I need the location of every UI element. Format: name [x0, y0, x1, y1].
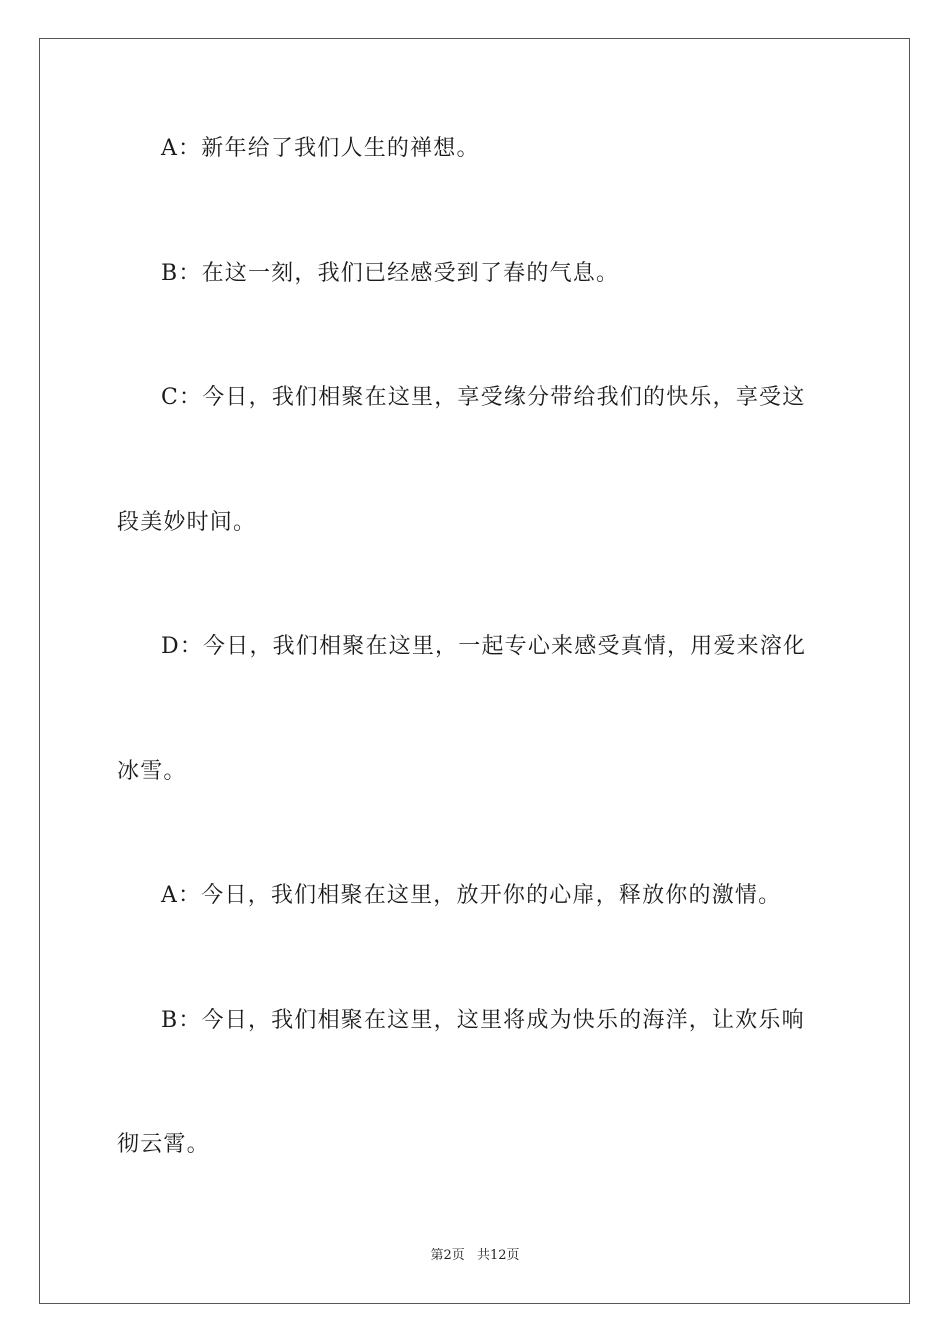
paragraph-line: B：在这一刻，我们已经感受到了春的气息。 [161, 261, 620, 286]
paragraph-line: B：今日，我们相聚在这里，这里将成为快乐的海洋，让欢乐响 [161, 1008, 805, 1033]
paragraph-line: A：新年给了我们人生的禅想。 [161, 136, 480, 161]
page-number: 第2页 [430, 1248, 465, 1263]
paragraph-line: 彻云霄。 [117, 1132, 210, 1157]
page-footer [0, 1247, 950, 1265]
page-border [39, 38, 910, 1304]
paragraph-line: 冰雪。 [117, 759, 187, 784]
paragraph-line: C：今日，我们相聚在这里，享受缘分带给我们的快乐，享受这 [161, 385, 806, 410]
paragraph-line: D：今日，我们相聚在这里，一起专心来感受真情，用爱来溶化 [161, 634, 807, 659]
page-total: 共12页 [476, 1248, 520, 1263]
paragraph-line: A：今日，我们相聚在这里，放开你的心扉，释放你的激情。 [161, 883, 782, 908]
paragraph-line: 段美妙时间。 [117, 510, 257, 535]
